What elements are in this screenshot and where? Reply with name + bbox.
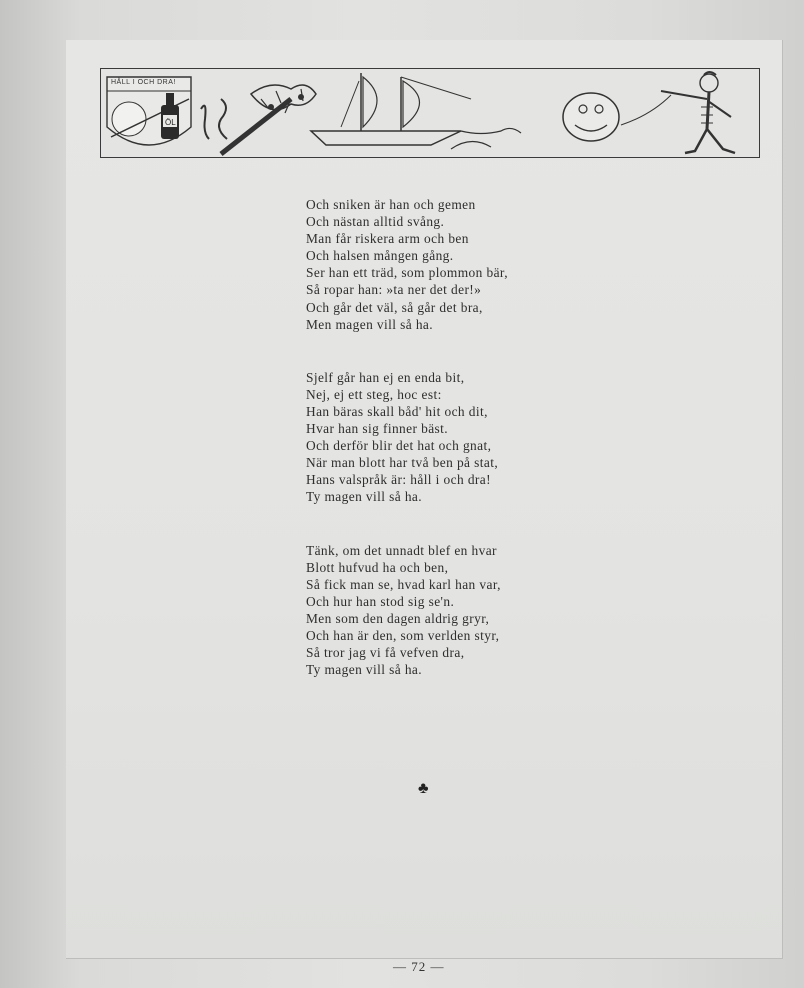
svg-text:ÖL: ÖL [165,118,176,127]
poem-line: Och går det väl, så går det bra, [306,299,483,315]
poem-line: Ty magen vill så ha. [306,489,423,505]
poem-line: Men magen vill så ha. [306,316,434,332]
stanza-3 [306,542,508,679]
poem [306,196,508,714]
page-number: — 72 — [393,959,445,974]
man-figure-icon [700,74,718,92]
poem-line: Tänk, om det unnadt blef en hvar [306,542,497,558]
ship-icon [311,131,461,145]
club-ornament-icon: ♣ [418,780,429,797]
stanza-2 [306,369,508,506]
poem-line: Blott hufvud ha och ben, [306,559,449,575]
poem-line: Han bäras skall båd' hit och dit, [306,403,488,419]
poem-line: Ser han ett träd, som plommon bär, [306,265,508,281]
poem-line: Sjelf går han ej en enda bit, [306,369,465,385]
round-face-icon [563,93,619,141]
poem-line: Och nästan alltid svång. [306,214,445,230]
poem-line: Hvar han sig finner bäst. [306,421,449,437]
shield-label: HÅLL I OCH DRA! [111,79,176,86]
poem-line: Så tror jag vi få vefven dra, [306,645,465,661]
poem-line: Så fick man se, hvad karl han var, [306,576,501,592]
stanza-1 [306,196,508,333]
poem-line: Och halsen mången gång. [306,248,454,264]
poem-line: Men som den dagen aldrig gryr, [306,610,490,626]
poem-line: När man blott har två ben på stat, [306,455,499,471]
poem-line: Så ropar han: »ta ner det der!» [306,282,482,298]
poem-line: Man får riskera arm och ben [306,231,469,247]
poem-line: Hans valspråk är: håll i och dra! [306,472,491,488]
poem-line: Ty magen vill så ha. [306,662,423,678]
poem-line: Och derför blir det hat och gnat, [306,438,492,454]
poem-line: Och hur han stod sig se'n. [306,593,455,609]
banner-drawing [101,69,760,158]
poem-line: Och sniken är han och gemen [306,197,476,212]
header-illustration [100,68,760,158]
poem-line: Och han är den, som verlden styr, [306,627,500,643]
poem-line: Nej, ej ett steg, hoc est: [306,386,442,402]
